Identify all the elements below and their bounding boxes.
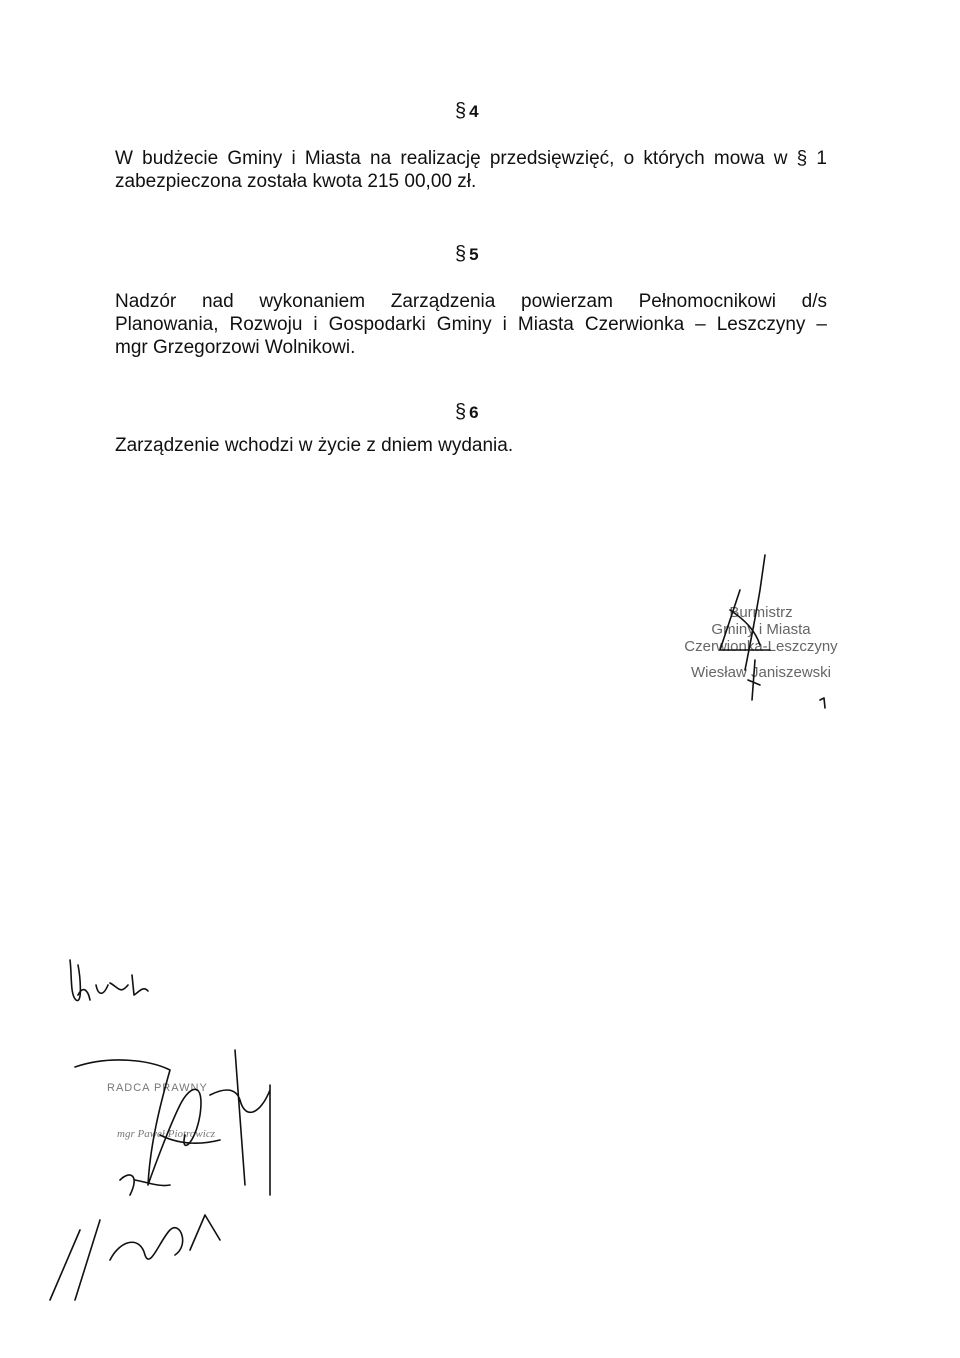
bottom-paraph bbox=[40, 1200, 240, 1310]
section-4-heading: § 4 bbox=[455, 100, 479, 122]
section-5-text: Nadzór nad wykonaniem Zarządzenia powierzam Pełnomocnikowi d/s Planowania, Rozwoju i Gospodarki Gminy i Miasta Czerwionka – Leszczyny – mgr Grzegorzowi Wolnikowi. bbox=[115, 291, 827, 358]
legal-stamp-name: mgr Paweł Piotrowicz bbox=[117, 1128, 215, 1140]
section-6-text: Zarządzenie wchodzi w życie z dniem wydania. bbox=[115, 435, 514, 456]
stamp-line-name: Wiesław Janiszewski bbox=[690, 664, 832, 681]
stamp-line-town: Czerwionka-Leszczyny bbox=[684, 638, 838, 655]
section-4-text: W budżecie Gminy i Miasta na realizację przedsięwzięć, o których mowa w § 1 zabezpieczona została kwota 215 00,00 zł. bbox=[115, 148, 827, 192]
mayor-signature bbox=[700, 550, 810, 710]
section-6-heading: § 6 bbox=[455, 401, 479, 423]
initial-mark bbox=[818, 696, 830, 710]
legal-stamp-title: RADCA PRAWNY bbox=[107, 1082, 208, 1094]
handwritten-initials bbox=[58, 955, 168, 1035]
stamp-line-title: Burmistrz bbox=[729, 604, 793, 621]
section-5-heading: § 5 bbox=[455, 243, 479, 265]
stamp-line-municipality: Gminy i Miasta bbox=[711, 621, 811, 638]
